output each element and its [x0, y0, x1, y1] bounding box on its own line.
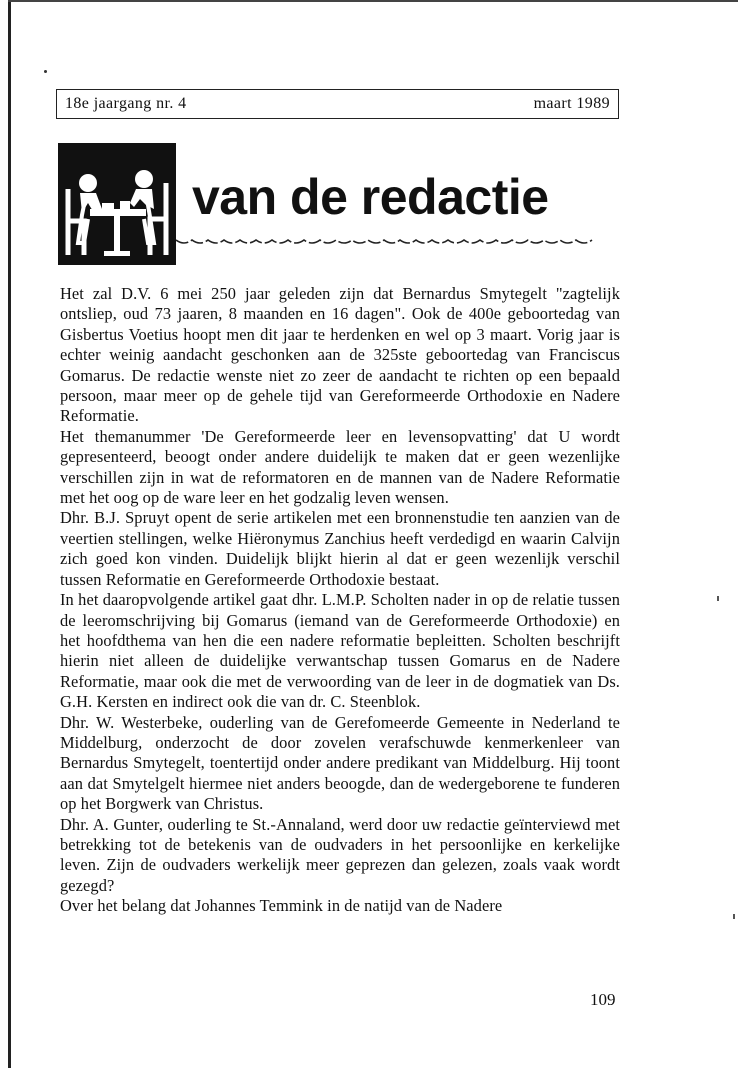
speck — [44, 70, 47, 73]
article-body — [60, 284, 620, 917]
page-number: 109 — [590, 990, 616, 1009]
two-people-at-table-icon — [58, 143, 176, 265]
paragraph: Dhr. A. Gunter, ouderling te St.-Annaland, werd door uw redactie geïnterviewd met betrekking tot de betekenis van de oudvaders in het persoonlijke en kerkelijke leven. Zijn de oudvaders werkelijk meer geprezen dan gelezen, zoals vaak wordt gezegd? — [60, 814, 620, 895]
paragraph: Over het belang dat Johannes Temmink in de natijd van de Nadere — [60, 896, 503, 916]
decorative-wave-rule — [176, 236, 601, 248]
page-top-edge — [8, 0, 738, 2]
section-title: van de redactie — [192, 169, 549, 225]
paragraph: Dhr. B.J. Spruyt opent de serie artikelen met een bronnenstudie ten aanzien van de veertien stellingen, welke Hiëronymus Zanchius heeft verdedigd en waarin Calvijn zich goed kon vinden. Duidelijk blijkt hierin al dat er geen wezenlijk verschil tussen Reformatie en Gereformeerde Orthodoxie bestaat. — [60, 508, 620, 589]
paragraph: Dhr. W. Westerbeke, ouderling van de Gerefomeerde Gemeente in Nederland te Middelburg, onderzocht de door zovelen verafschuwde kenmerkenleer van Bernardus Smytegelt, toentertijd onder andere predikant van Middelburg. Hij toont aan dat Smytelgelt hiermee niet anders beoogde, dan de wedergeborene te funderen op het Borgwerk van Christus. — [60, 712, 620, 814]
paragraph: Het themanummer 'De Gereformeerde leer en levensopvatting' dat U wordt gepresenteerd, beoogt onder andere duidelijk te maken dat er geen wezenlijke verschillen zijn in wat de reformatoren en de mannen van de Nadere Reformatie met het oog op de ware leer en het godzalig leven wensen. — [60, 426, 620, 508]
issue-label: 18e jaargang nr. 4 — [65, 95, 187, 112]
issue-date: maart 1989 — [533, 95, 610, 112]
editorial-logo-icon — [58, 143, 176, 265]
paragraph: Het zal D.V. 6 mei 250 jaar geleden zijn dat Bernardus Smytegelt "zagtelijk ontsliep, oud 73 jaaren, 8 maanden en 16 dagen". Ook de 400e geboortedag van Gisbertus Voetius hoopt men dit jaar te herdenken en wel op 3 maart. Vorig jaar is echter weinig aandacht geschonken aan de 325ste geboortedag van Franciscus Gomarus. De redactie wenste niet zo zeer de aandacht te richten op een bepaald persoon, maar meer op de gehele tijd van Gereformeerde Orthodoxie en Nadere Reformatie. — [60, 284, 620, 426]
edge-mark — [733, 914, 735, 919]
edge-mark — [717, 596, 719, 601]
issue-header — [56, 89, 619, 119]
page-left-edge — [8, 0, 11, 1068]
paragraph: In het daaropvolgende artikel gaat dhr. L.M.P. Scholten nader in op de relatie tussen de leeromschrijving bij Gomarus (iemand van de Gereformeerde Orthodoxie) en het hoofdthema van hen die een nadere reformatie bepleitten. Scholten beschrijft hierin niet alleen de duidelijke verwantschap tussen Gomarus en de Nadere Reformatie, maar ook die met de verwoording van de leer in de dogmatiek van Ds. G.H. Kersten en indirect ook die van dr. C. Steenblok. — [60, 590, 620, 712]
